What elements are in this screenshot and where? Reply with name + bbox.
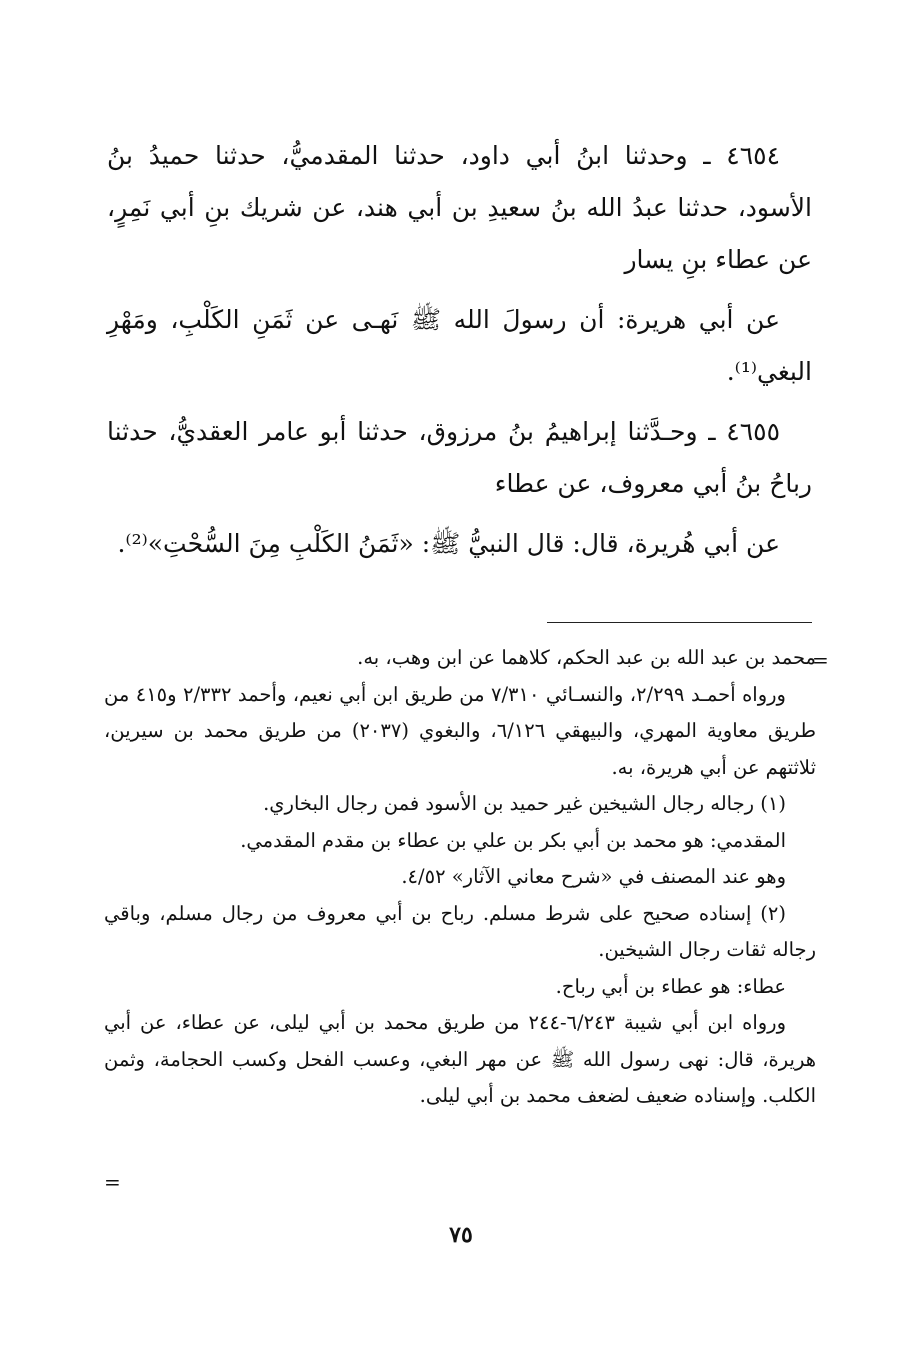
hadith-4655-matn: عن أبي هُريرة، قال: قال النبيُّ ﷺ: «ثَمَنُ الكَلْبِ مِنَ السُّحْتِ»⁽²⁾. — [117, 529, 780, 558]
main-text — [107, 130, 812, 578]
footnote-end-mark: = — [104, 1170, 121, 1194]
page-number: ٧٥ — [449, 1222, 473, 1248]
footnote-2-ibn-abi-shaybah: ورواه ابن أبي شيبة ٦/٢٤٣-٢٤٤ من طريق محمد بن أبي ليلى، عن عطاء، عن أبي هريرة، قال: نهى رسول الله ﷺ عن مهر البغي، وعسب الفحل وكسب الحجامة، وثمن الكلب. وإسناده ضعيف لضعف محمد بن أبي ليلى. — [104, 1011, 816, 1107]
footnote-1: (١) رجاله رجال الشيخين غير حميد بن الأسود فمن رجال البخاري. — [263, 792, 786, 815]
footnote-continued-line: محمد بن عبد الله بن عبد الحكم، كلاهما عن ابن وهب، به. — [357, 646, 816, 669]
hadith-4654-matn: عن أبي هريرة: أن رسولَ الله ﷺ نَهـى عن ثَمَنِ الكَلْبِ، ومَهْرِ البغي⁽¹⁾. — [107, 305, 812, 386]
footnote-2-ata: عطاء: هو عطاء بن أبي رباح. — [555, 974, 786, 998]
footnotes — [104, 640, 816, 1115]
footnote-separator — [547, 622, 812, 623]
footnote-takhrij-ahmad: ورواه أحمـد ٢/٢٩٩، والنسـائي ٧/٣١٠ من طريق ابن أبي نعيم، وأحمد ٢/٣٣٢ و٤١٥ من طريق معاوية المهري، والبيهقي ٦/١٢٦، والبغوي (٢٠٣٧) من طريق محمد بن سيرين، ثلاثتهم عن أبي هريرة، به. — [104, 682, 817, 779]
hadith-4654-isnad: ٤٦٥٤ ـ وحدثنا ابنُ أبي داود، حدثنا المقدميُّ، حدثنا حميدُ بنُ الأسود، حدثنا عبدُ الله بنُ سعيدِ بن أبي هند، عن شريك بنِ أبي نَمِرٍ، عن عطاء بنِ يسار — [107, 141, 812, 274]
footnote-2: (٢) إسناده صحيح على شرط مسلم. رباح بن أبي معروف من رجال مسلم، وباقي رجاله ثقات رجال الشيخين. — [104, 901, 816, 961]
footnote-continuation-mark: = — [812, 648, 829, 672]
footnote-1-muqaddami: المقدمي: هو محمد بن أبي بكر بن علي بن عطاء بن مقدم المقدمي. — [240, 828, 786, 852]
hadith-4655-isnad: ٤٦٥٥ ـ وحـدَّثنا إبراهيمُ بنُ مرزوق، حدثنا أبو عامر العقديُّ، حدثنا رباحُ بنُ أبي معروف، عن عطاء — [107, 417, 812, 498]
footnote-1-source: وهو عند المصنف في «شرح معاني الآثار» ٤/٥٢. — [401, 865, 786, 888]
